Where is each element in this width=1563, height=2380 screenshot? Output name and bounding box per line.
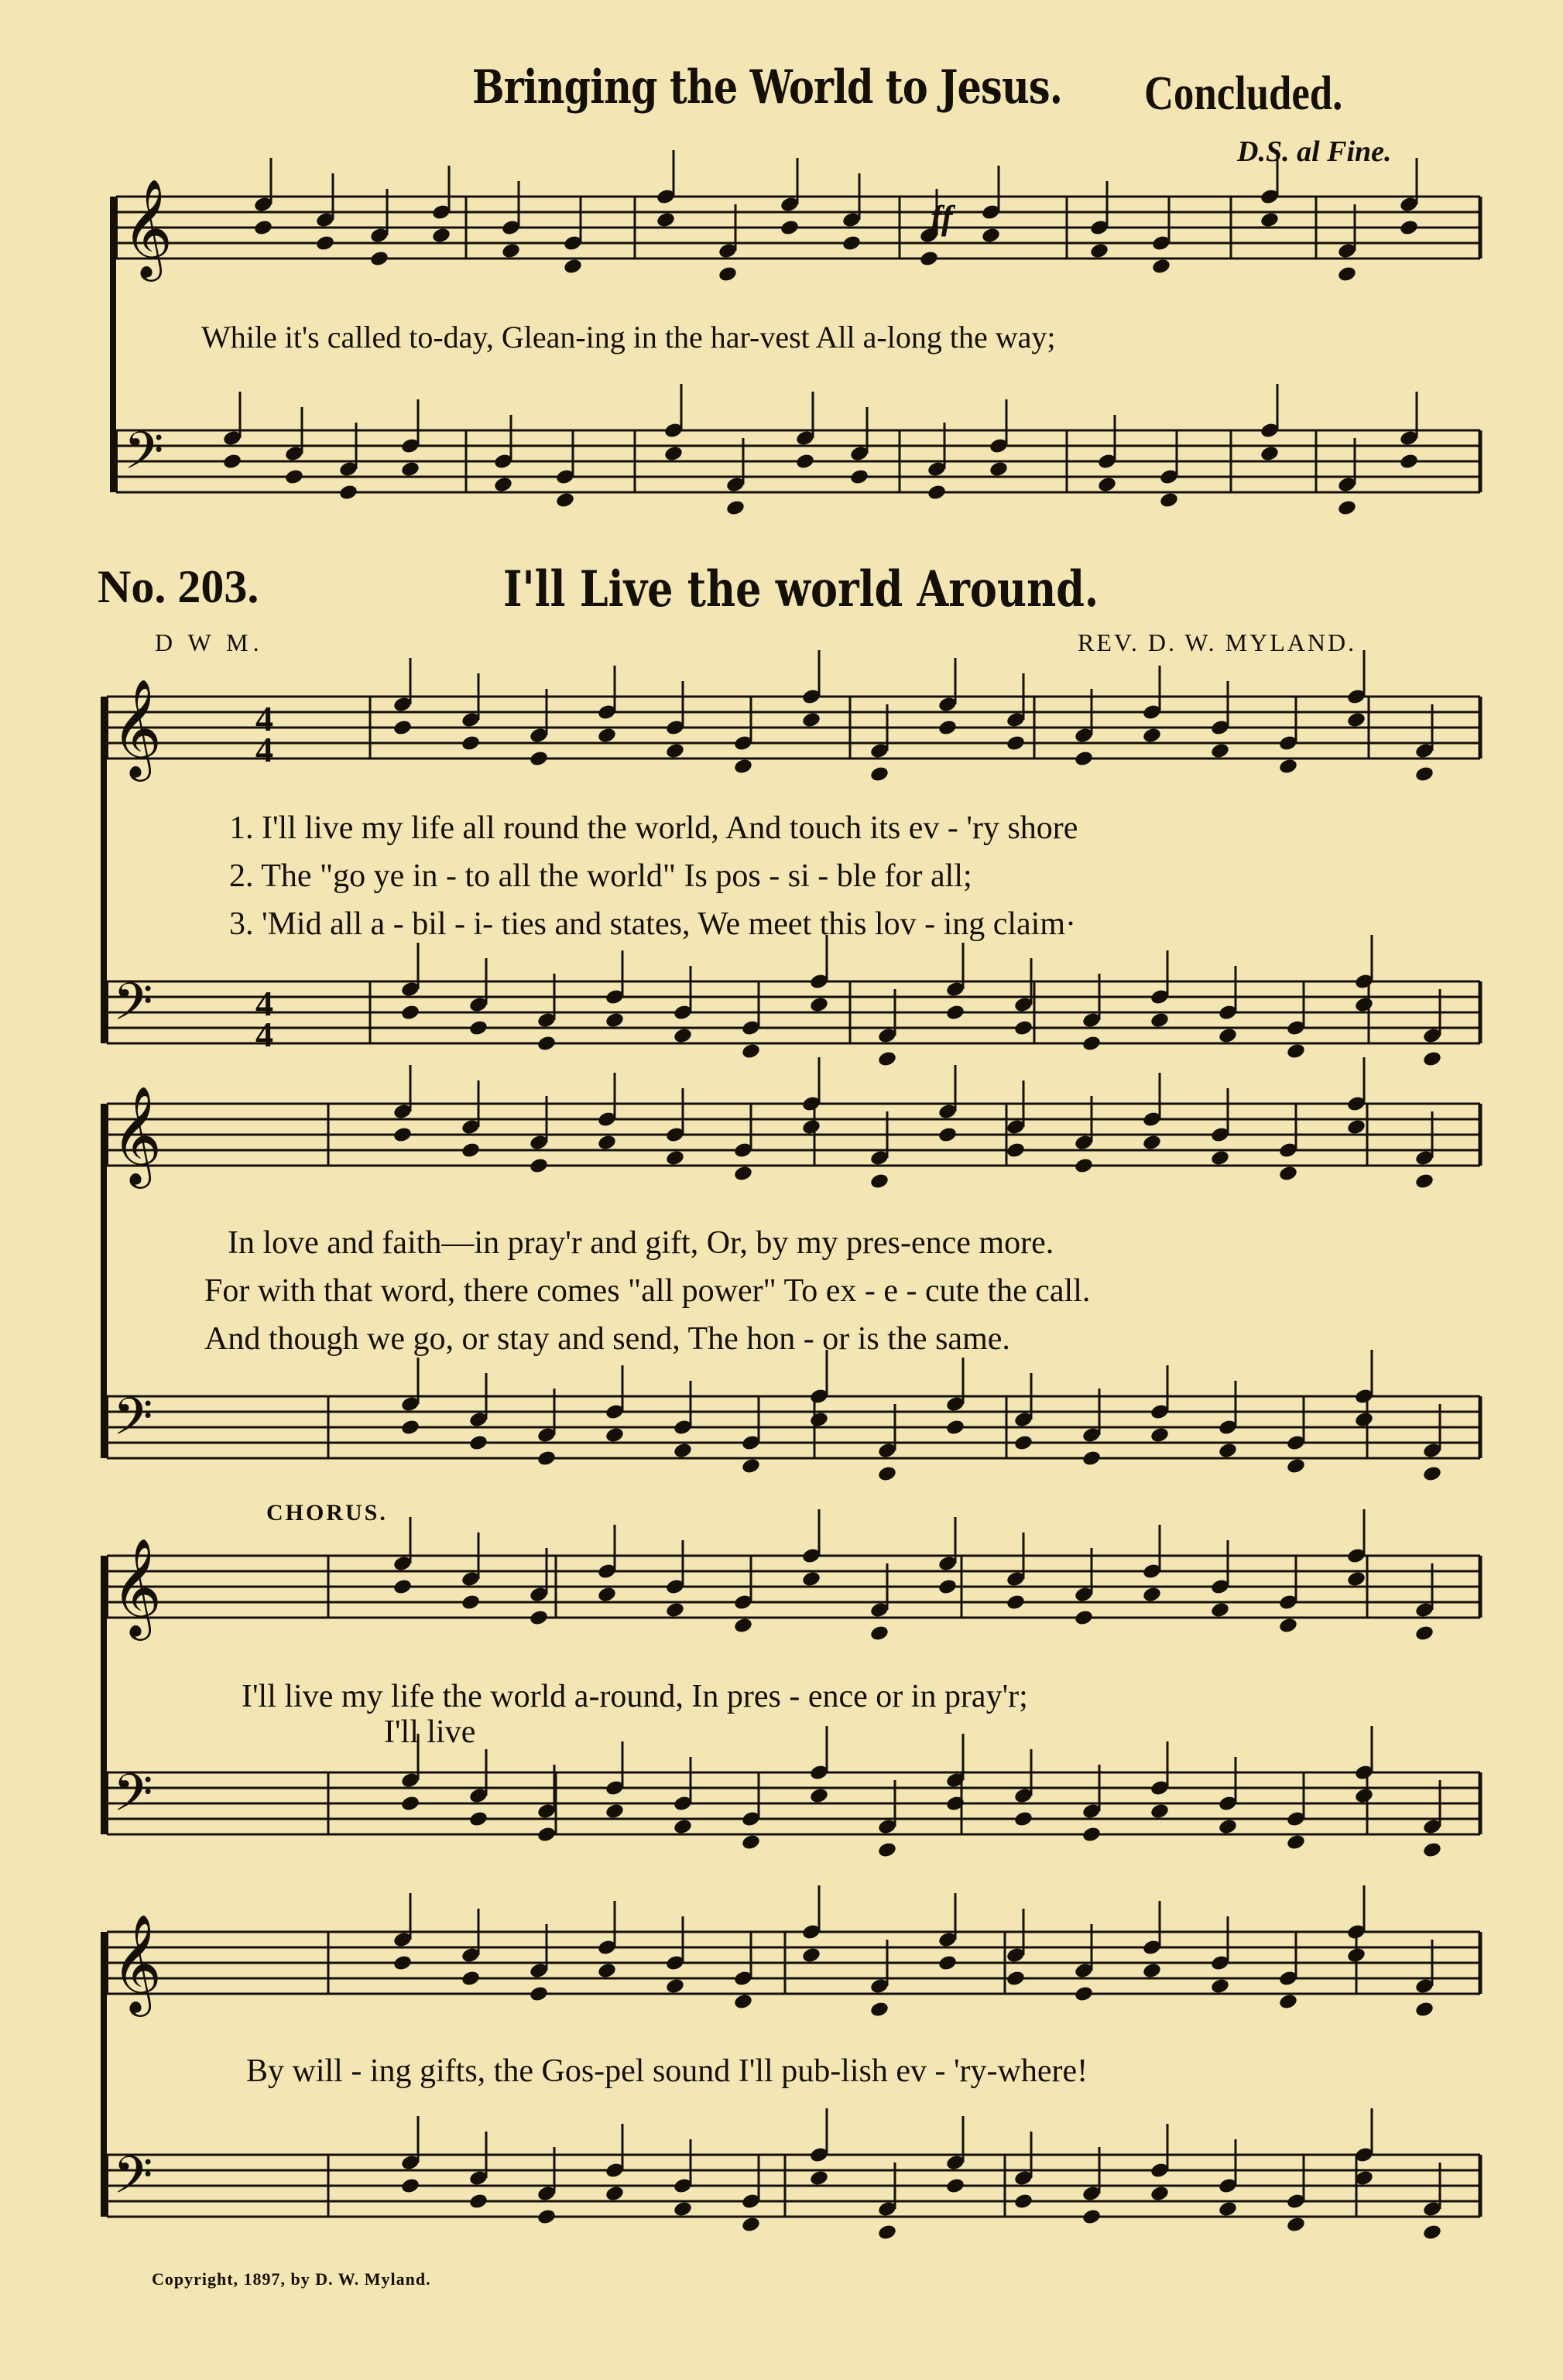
note-head — [656, 211, 676, 229]
note-head — [1074, 750, 1094, 768]
note-head — [1337, 265, 1357, 283]
verse-2-line-a: 2. The "go ye in - to all the world" Is pos - si - ble for all; — [229, 858, 972, 894]
note-head — [945, 1419, 965, 1437]
note-head — [1346, 1118, 1366, 1136]
verse-2-line-b: For with that word, there comes "all power" To ex - e - cute the call. — [204, 1273, 1091, 1309]
note-head — [1210, 1601, 1230, 1619]
concluded-label: Concluded. — [1144, 67, 1343, 120]
note-head — [1422, 1841, 1442, 1859]
author-credit: REV. D. W. MYLAND. — [1078, 628, 1357, 656]
note-head — [741, 2216, 761, 2234]
note-head — [1354, 1411, 1374, 1429]
note-head — [1346, 711, 1366, 729]
note-head — [733, 1993, 753, 2011]
note-head — [392, 1578, 413, 1596]
note-head — [877, 1841, 897, 1859]
note-head — [1278, 1165, 1298, 1183]
note-head — [400, 2177, 420, 2195]
note-head — [795, 453, 815, 471]
chorus-label: CHORUS. — [266, 1500, 388, 1526]
note-head — [338, 484, 358, 502]
note-head — [605, 1012, 625, 1029]
note-head — [536, 1035, 557, 1053]
note-head — [1074, 1985, 1094, 2003]
note-head — [1354, 1787, 1374, 1805]
note-head — [1354, 996, 1374, 1014]
note-head — [877, 1050, 897, 1068]
note-head — [597, 1134, 617, 1152]
note-head — [1013, 1434, 1033, 1452]
bass-clef-icon: 𝄢 — [113, 1763, 153, 1835]
note-head — [529, 1609, 549, 1627]
note-head — [1150, 1803, 1170, 1820]
note-head — [315, 235, 335, 252]
note-head — [801, 711, 821, 729]
verse-3-line-b: And though we go, or stay and send, The hon - or is the same. — [204, 1321, 1010, 1357]
note-head — [809, 1787, 829, 1805]
composer-credit: D W M. — [155, 628, 264, 656]
note-head — [937, 1126, 958, 1144]
note-head — [673, 1442, 693, 1460]
note-head — [284, 468, 304, 486]
note-head — [1013, 1019, 1033, 1037]
note-head — [529, 1157, 549, 1175]
note-head — [1337, 499, 1357, 517]
note-head — [945, 2177, 965, 2195]
note-head — [937, 719, 958, 737]
note-head — [1278, 1993, 1298, 2011]
note-head — [1150, 1426, 1170, 1444]
note-head — [597, 727, 617, 745]
note-head — [1081, 1035, 1102, 1053]
note-head — [1218, 1818, 1238, 1836]
note-head — [1278, 1617, 1298, 1635]
note-head — [1142, 727, 1162, 745]
note-head — [733, 1617, 753, 1635]
note-head — [222, 453, 242, 471]
verse-3-line-a: 3. 'Mid all a - bil - i- ties and states, We meet this lov - ing claim· — [229, 906, 1077, 942]
note-head — [1159, 491, 1179, 509]
note-head — [1286, 1834, 1306, 1851]
note-head — [809, 1411, 829, 1429]
note-head — [431, 227, 451, 245]
note-head — [869, 1173, 889, 1190]
note-head — [937, 1954, 958, 1972]
bass-clef-icon: 𝄢 — [113, 2145, 153, 2217]
note-head — [1260, 211, 1280, 229]
note-head — [605, 1426, 625, 1444]
note-head — [461, 1970, 481, 1988]
note-head — [400, 461, 420, 478]
note-head — [1142, 1586, 1162, 1604]
note-head — [877, 1465, 897, 1483]
time-signature-bottom: 4 — [255, 1015, 273, 1054]
note-head — [529, 1985, 549, 2003]
note-head — [1074, 1157, 1094, 1175]
note-head — [741, 1834, 761, 1851]
note-head — [1006, 1142, 1026, 1159]
note-head — [1260, 445, 1280, 463]
note-head — [809, 996, 829, 1014]
note-head — [461, 735, 481, 752]
note-head — [536, 1450, 557, 1467]
time-signature-top: 4 — [255, 984, 273, 1023]
note-head — [869, 1625, 889, 1642]
note-head — [919, 250, 939, 268]
note-head — [468, 2193, 488, 2210]
note-head — [801, 1118, 821, 1136]
note-head — [1006, 1970, 1026, 1988]
note-head — [801, 1947, 821, 1964]
note-head — [1414, 1625, 1434, 1642]
note-head — [392, 1954, 413, 1972]
note-head — [1399, 453, 1419, 471]
note-head — [1218, 1027, 1238, 1045]
note-head — [1150, 1012, 1170, 1029]
note-head — [1081, 1450, 1102, 1467]
note-head — [1286, 1457, 1306, 1475]
note-head — [605, 2185, 625, 2203]
note-head — [741, 1457, 761, 1475]
note-head — [1150, 2185, 1170, 2203]
note-head — [989, 461, 1009, 478]
note-head — [392, 1126, 413, 1144]
note-head — [1210, 742, 1230, 760]
note-head — [673, 2200, 693, 2218]
note-head — [1414, 765, 1434, 783]
verse-1-line-b: In love and faith—in pray'r and gift, Or, by my pres-ence more. — [228, 1225, 1054, 1261]
note-head — [665, 1978, 685, 1995]
note-head — [1081, 2208, 1102, 2226]
note-head — [536, 2208, 557, 2226]
note-head — [841, 235, 862, 252]
treble-clef-icon: 𝄞 — [122, 178, 173, 277]
note-head — [392, 719, 413, 737]
note-head — [981, 227, 1001, 245]
note-head — [869, 765, 889, 783]
note-head — [927, 484, 947, 502]
note-head — [1286, 2216, 1306, 2234]
note-head — [665, 1149, 685, 1167]
note-head — [673, 1818, 693, 1836]
note-head — [1286, 1043, 1306, 1060]
note-head — [400, 1795, 420, 1813]
note-head — [780, 219, 800, 237]
note-head — [1006, 1594, 1026, 1611]
treble-clef-icon: 𝄞 — [111, 1537, 163, 1636]
note-head — [733, 1165, 753, 1183]
time-signature-top: 4 — [255, 699, 273, 738]
time-signature-bottom: 4 — [255, 730, 273, 769]
note-head — [1414, 1173, 1434, 1190]
note-head — [741, 1043, 761, 1060]
note-head — [665, 1601, 685, 1619]
note-head — [1210, 1978, 1230, 1995]
note-head — [369, 250, 389, 268]
song-title: I'll Live the world Around. — [503, 560, 1099, 618]
note-head — [1013, 1810, 1033, 1828]
note-head — [1346, 1947, 1366, 1964]
note-head — [461, 1594, 481, 1611]
note-head — [468, 1434, 488, 1452]
note-head — [400, 1419, 420, 1437]
note-head — [801, 1570, 821, 1588]
note-head — [1089, 242, 1109, 260]
note-head — [597, 1586, 617, 1604]
note-head — [1097, 476, 1117, 494]
note-head — [400, 1004, 420, 1022]
bass-clef-icon: 𝄢 — [113, 972, 153, 1044]
treble-clef-icon: 𝄞 — [111, 1913, 163, 2012]
note-head — [529, 750, 549, 768]
chorus-line-1: I'll live my life the world a-round, In pres - ence or in pray'r; — [242, 1679, 1028, 1714]
note-head — [1422, 1465, 1442, 1483]
note-head — [1399, 219, 1419, 237]
copyright-notice: Copyright, 1897, by D. W. Myland. — [152, 2269, 431, 2289]
note-head — [1006, 735, 1026, 752]
note-head — [733, 758, 753, 776]
note-head — [1142, 1134, 1162, 1152]
song-number: No. 203. — [98, 561, 259, 612]
note-head — [1218, 2200, 1238, 2218]
note-head — [725, 499, 746, 517]
note-head — [536, 1826, 557, 1844]
verse-1-line-a: 1. I'll live my life all round the world, And touch its ev - 'ry shore — [229, 810, 1078, 846]
note-head — [501, 242, 521, 260]
chorus-line-1-alt: I'll live — [384, 1714, 476, 1750]
bass-clef-icon: 𝄢 — [113, 1387, 153, 1459]
note-head — [1142, 1962, 1162, 1980]
note-head — [1422, 1050, 1442, 1068]
note-head — [809, 2169, 829, 2187]
note-head — [849, 468, 869, 486]
bass-clef-icon: 𝄢 — [124, 421, 164, 493]
note-head — [468, 1019, 488, 1037]
note-head — [253, 219, 273, 237]
note-head — [673, 1027, 693, 1045]
treble-clef-icon: 𝄞 — [111, 678, 163, 777]
note-head — [1210, 1149, 1230, 1167]
note-head — [461, 1142, 481, 1159]
note-head — [718, 265, 738, 283]
note-head — [1081, 1826, 1102, 1844]
note-head — [493, 476, 513, 494]
note-head — [555, 491, 575, 509]
note-head — [605, 1803, 625, 1820]
note-head — [663, 445, 684, 463]
note-head — [1346, 1570, 1366, 1588]
note-head — [1218, 1442, 1238, 1460]
note-head — [1074, 1609, 1094, 1627]
note-head — [1414, 2001, 1434, 2019]
treble-clef-icon: 𝄞 — [111, 1085, 163, 1184]
note-head — [945, 1004, 965, 1022]
note-head — [1278, 758, 1298, 776]
note-head — [1151, 258, 1171, 276]
note-head — [937, 1578, 958, 1596]
note-head — [877, 2224, 897, 2241]
note-head — [468, 1810, 488, 1828]
prev-song-lyrics: While it's called to-day, Glean-ing in the har-vest All a-long the way; — [201, 320, 1056, 354]
dynamic-mark: ff — [931, 199, 953, 237]
note-head — [1422, 2224, 1442, 2241]
note-head — [869, 2001, 889, 2019]
note-head — [563, 258, 583, 276]
note-head — [597, 1962, 617, 1980]
prev-song-title: Bringing the World to Jesus. — [472, 60, 1063, 115]
note-head — [1013, 2193, 1033, 2210]
chorus-line-2: By will - ing gifts, the Gos-pel sound I'll pub-lish ev - 'ry-where! — [246, 2053, 1088, 2089]
ds-al-fine: D.S. al Fine. — [1237, 135, 1392, 168]
note-head — [665, 742, 685, 760]
